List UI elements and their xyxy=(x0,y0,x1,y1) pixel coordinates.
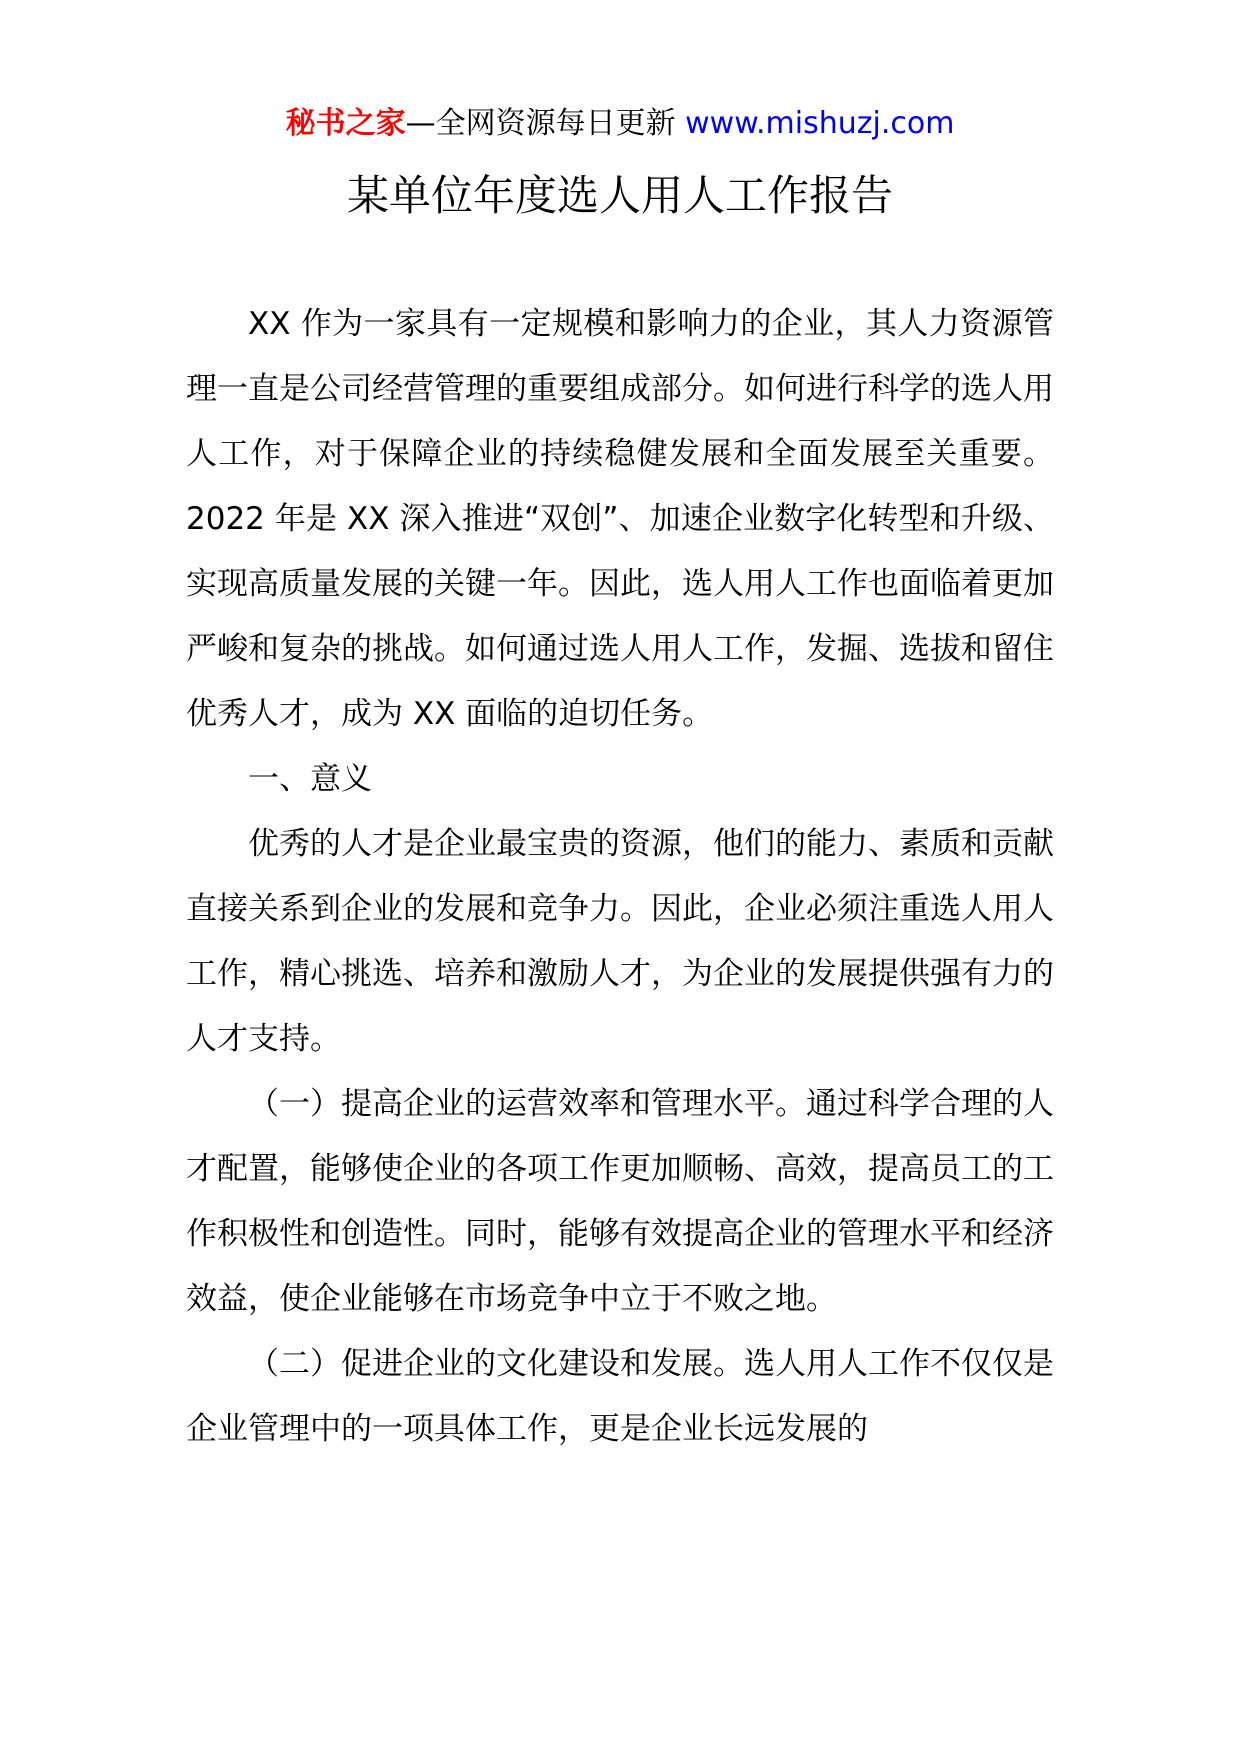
document-body xyxy=(186,292,1054,1462)
section-heading-meaning: 一、意义 xyxy=(248,761,372,797)
site-url-link[interactable]: www.mishuzj.com xyxy=(685,106,955,141)
section-paragraph: 优秀的人才是企业最宝贵的资源，他们的能力、素质和贡献直接关系到企业的发展和竞争力。因此，企业必须注重选人用人工作，精心挑选、培养和激励人才，为企业的发展提供强有力的人才支持。 xyxy=(186,826,1054,1057)
site-brand: 秘书之家 xyxy=(285,106,406,141)
list-item-1: （一）提高企业的运营效率和管理水平。通过科学合理的人才配置，能够使企业的各项工作更加顺畅、高效，提高员工的工作积极性和创造性。同时，能够有效提高企业的管理水平和经济效益，使企业能够在市场竞争中立于不败之地。 xyxy=(186,1086,1054,1317)
site-tagline: —全网资源每日更新 xyxy=(405,106,686,141)
intro-paragraph: XX 作为一家具有一定规模和影响力的企业，其人力资源管理一直是公司经营管理的重要组成部分。如何进行科学的选人用人工作，对于保障企业的持续稳健发展和全面发展至关重要。2022 年是 XX 深入推进“双创”、加速企业数字化转型和升级、实现高质量发展的关键一年。因此，选人用人工作也面临着更加严峻和复杂的挑战。如何通过选人用人工作，发掘、选拔和留住优秀人才，成为 XX 面临的迫切任务。 xyxy=(186,306,1054,732)
site-header xyxy=(0,104,1240,144)
list-item-2: （二）促进企业的文化建设和发展。选人用人工作不仅仅是企业管理中的一项具体工作，更是企业长远发展的 xyxy=(186,1346,1054,1447)
document-title: 某单位年度选人用人工作报告 xyxy=(346,171,893,220)
